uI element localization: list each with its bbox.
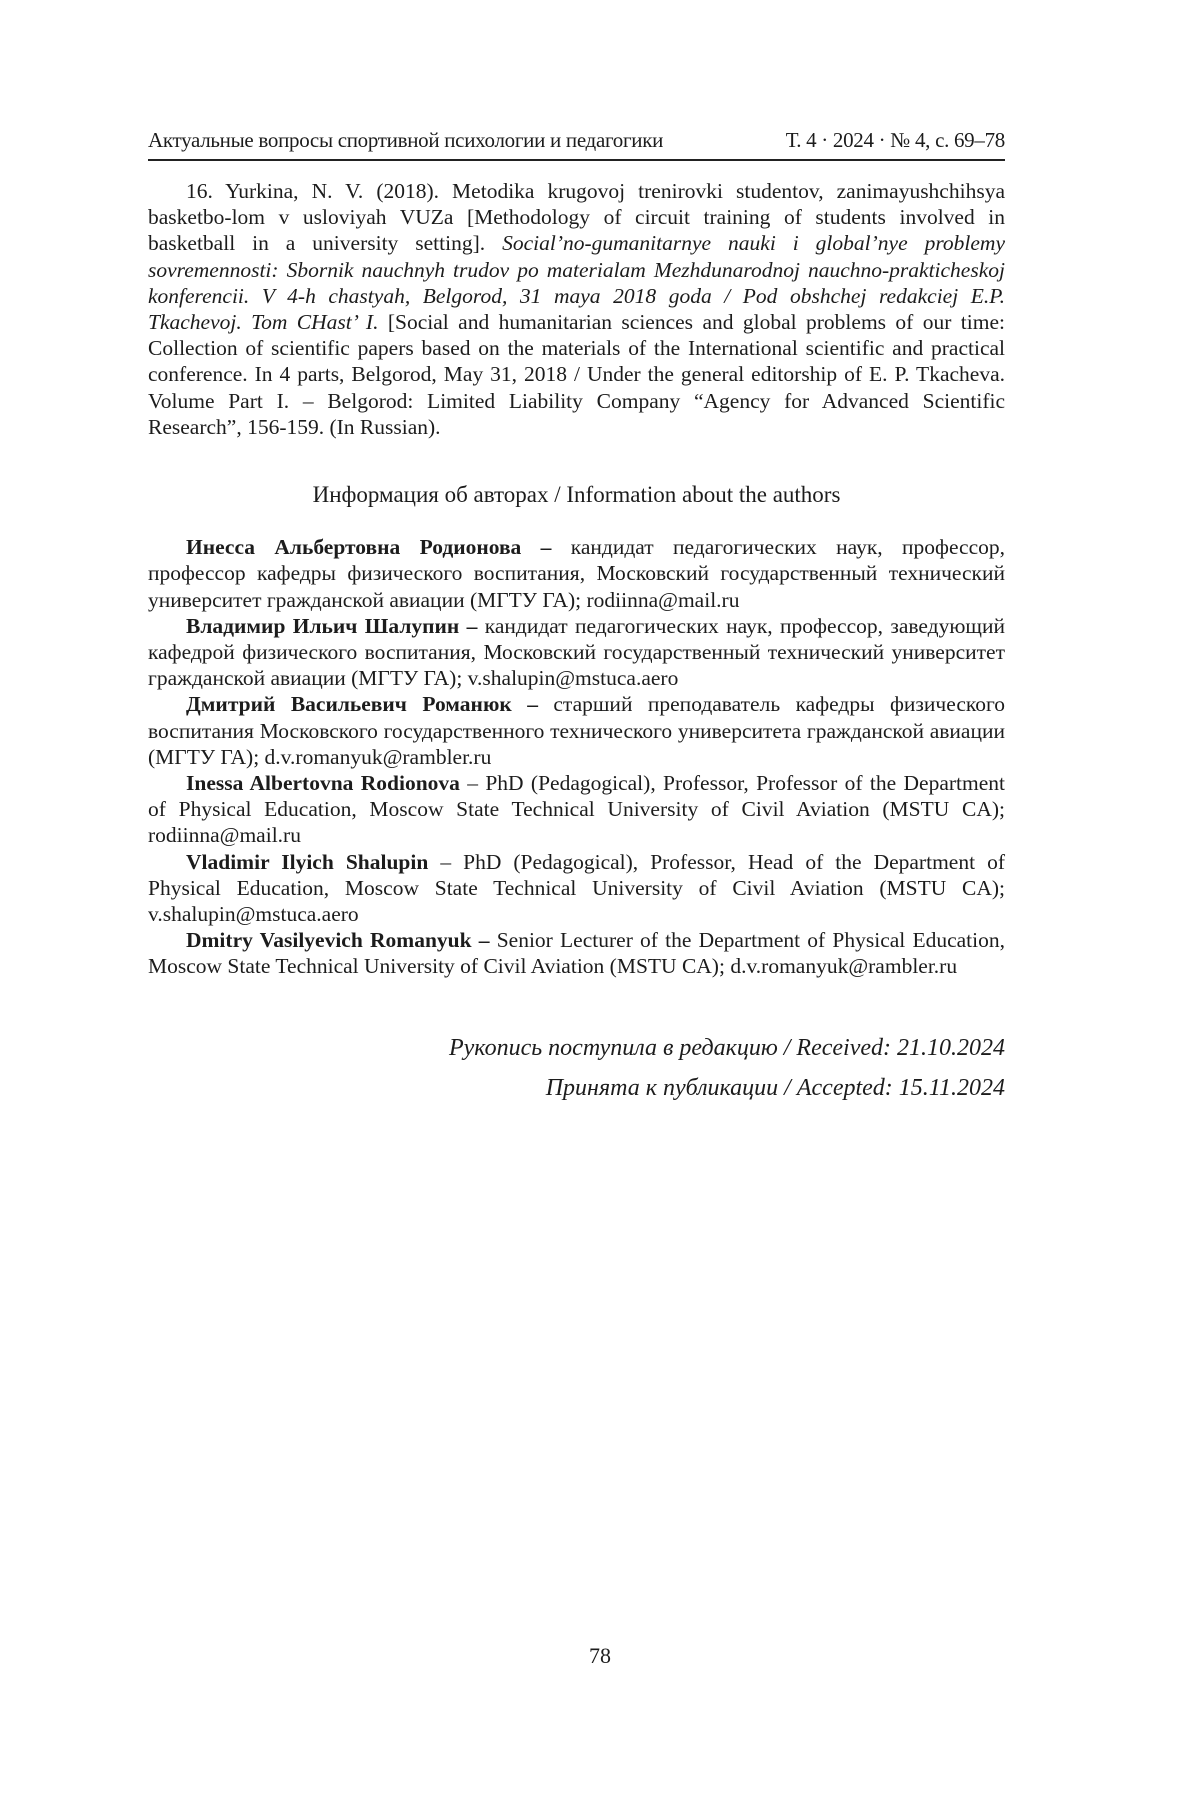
author-details: кандидат педагогических наук, профессор, заведующий кафедрой физического воспитания, Московский государственный технический университет гражданской авиации (МГТУ ГА); v.shalupin@mstuca.aero	[148, 613, 1005, 691]
author-name: Дмитрий Васильевич Романюк –	[186, 692, 538, 717]
author-details: – PhD (Pedagogical), Professor, Head of the Department of Physical Education, Moscow State Technical University of Civil Aviation (MSTU CA); v.shalupin@mstuca.aero	[148, 849, 1005, 927]
author-name: Инесса Альбертовна Родионова –	[186, 535, 552, 560]
manuscript-dates	[148, 1028, 1005, 1108]
author-name: Inessa Albertovna Rodionova	[186, 771, 460, 796]
running-header	[148, 128, 1005, 153]
issue-info: Т. 4 · 2024 · № 4, с. 69–78	[785, 128, 1005, 152]
author-entry	[148, 534, 1005, 613]
header-rule	[148, 159, 1005, 161]
page-number: 78	[589, 1643, 611, 1668]
author-entry	[148, 613, 1005, 692]
author-entry	[148, 770, 1005, 849]
journal-title: Актуальные вопросы спортивной психологии и педагогики	[148, 128, 664, 152]
reference-translation: [Social and humanitarian sciences and global problems of our time: Collection of scientific papers based on the materials of the International scientific and practical conference. In 4 parts, Belgorod, May 31, 2018 / Under the general editorship of E. P. Tkacheva. Volume Part I. – Belgorod: Limited Liability Company “Agency for Advanced Scientific Research”, 156-159. (In Russian).	[148, 310, 1005, 439]
author-entry	[148, 691, 1005, 770]
author-details: Senior Lecturer of the Department of Physical Education, Moscow State Technical University of Civil Aviation (MSTU CA); d.v.romanyuk@rambler.ru	[148, 928, 1005, 979]
reference-italic-title: Social’no-gumanitarnye nauki i global’nye problemy sovremennosti: Sbornik nauchnyh trudov po materialam Mezhdunarodnoj nauchno-prakticheskoj konferencii. V 4-h chastyah, Belgorod, 31 maya 2018 goda / Pod obshchej redakciej E.P. Tkachevoj. Tom CHast’ I.	[148, 231, 1005, 335]
author-name: Vladimir Ilyich Shalupin	[186, 849, 429, 874]
received-date: Рукопись поступила в редакцию / Received: 21.10.2024	[448, 1035, 1005, 1061]
author-name: Владимир Ильич Шалупин –	[186, 613, 478, 638]
authors-section-title: Информация об авторах / Information about the authors	[312, 482, 841, 508]
author-entry	[148, 927, 1005, 979]
author-details: старший преподаватель кафедры физического воспитания Московского государственного технического университета гражданской авиации (МГТУ ГА); d.v.romanyuk@rambler.ru	[148, 692, 1005, 769]
reference-16	[148, 178, 1005, 440]
author-details: кандидат педагогических наук, профессор, профессор кафедры физического воспитания, Московский государственный технический университет гражданской авиации (МГТУ ГА); rodiinna@mail.ru	[148, 535, 1005, 612]
reference-text: 16. Yurkina, N. V. (2018). Metodika krugovoj trenirovki studentov, zanimayushchihsya basketbo-lom v usloviyah VUZa [Methodology of circuit training of students involved in basketball in a university setting].	[148, 179, 1005, 256]
accepted-date: Принята к публикации / Accepted: 15.11.2024	[545, 1075, 1005, 1101]
author-name: Dmitry Vasilyevich Romanyuk –	[186, 928, 490, 953]
author-details: – PhD (Pedagogical), Professor, Professor of the Department of Physical Education, Moscow State Technical University of Civil Aviation (MSTU CA); rodiinna@mail.ru	[148, 771, 1005, 848]
page-body	[148, 178, 1005, 980]
author-entry	[148, 849, 1005, 928]
